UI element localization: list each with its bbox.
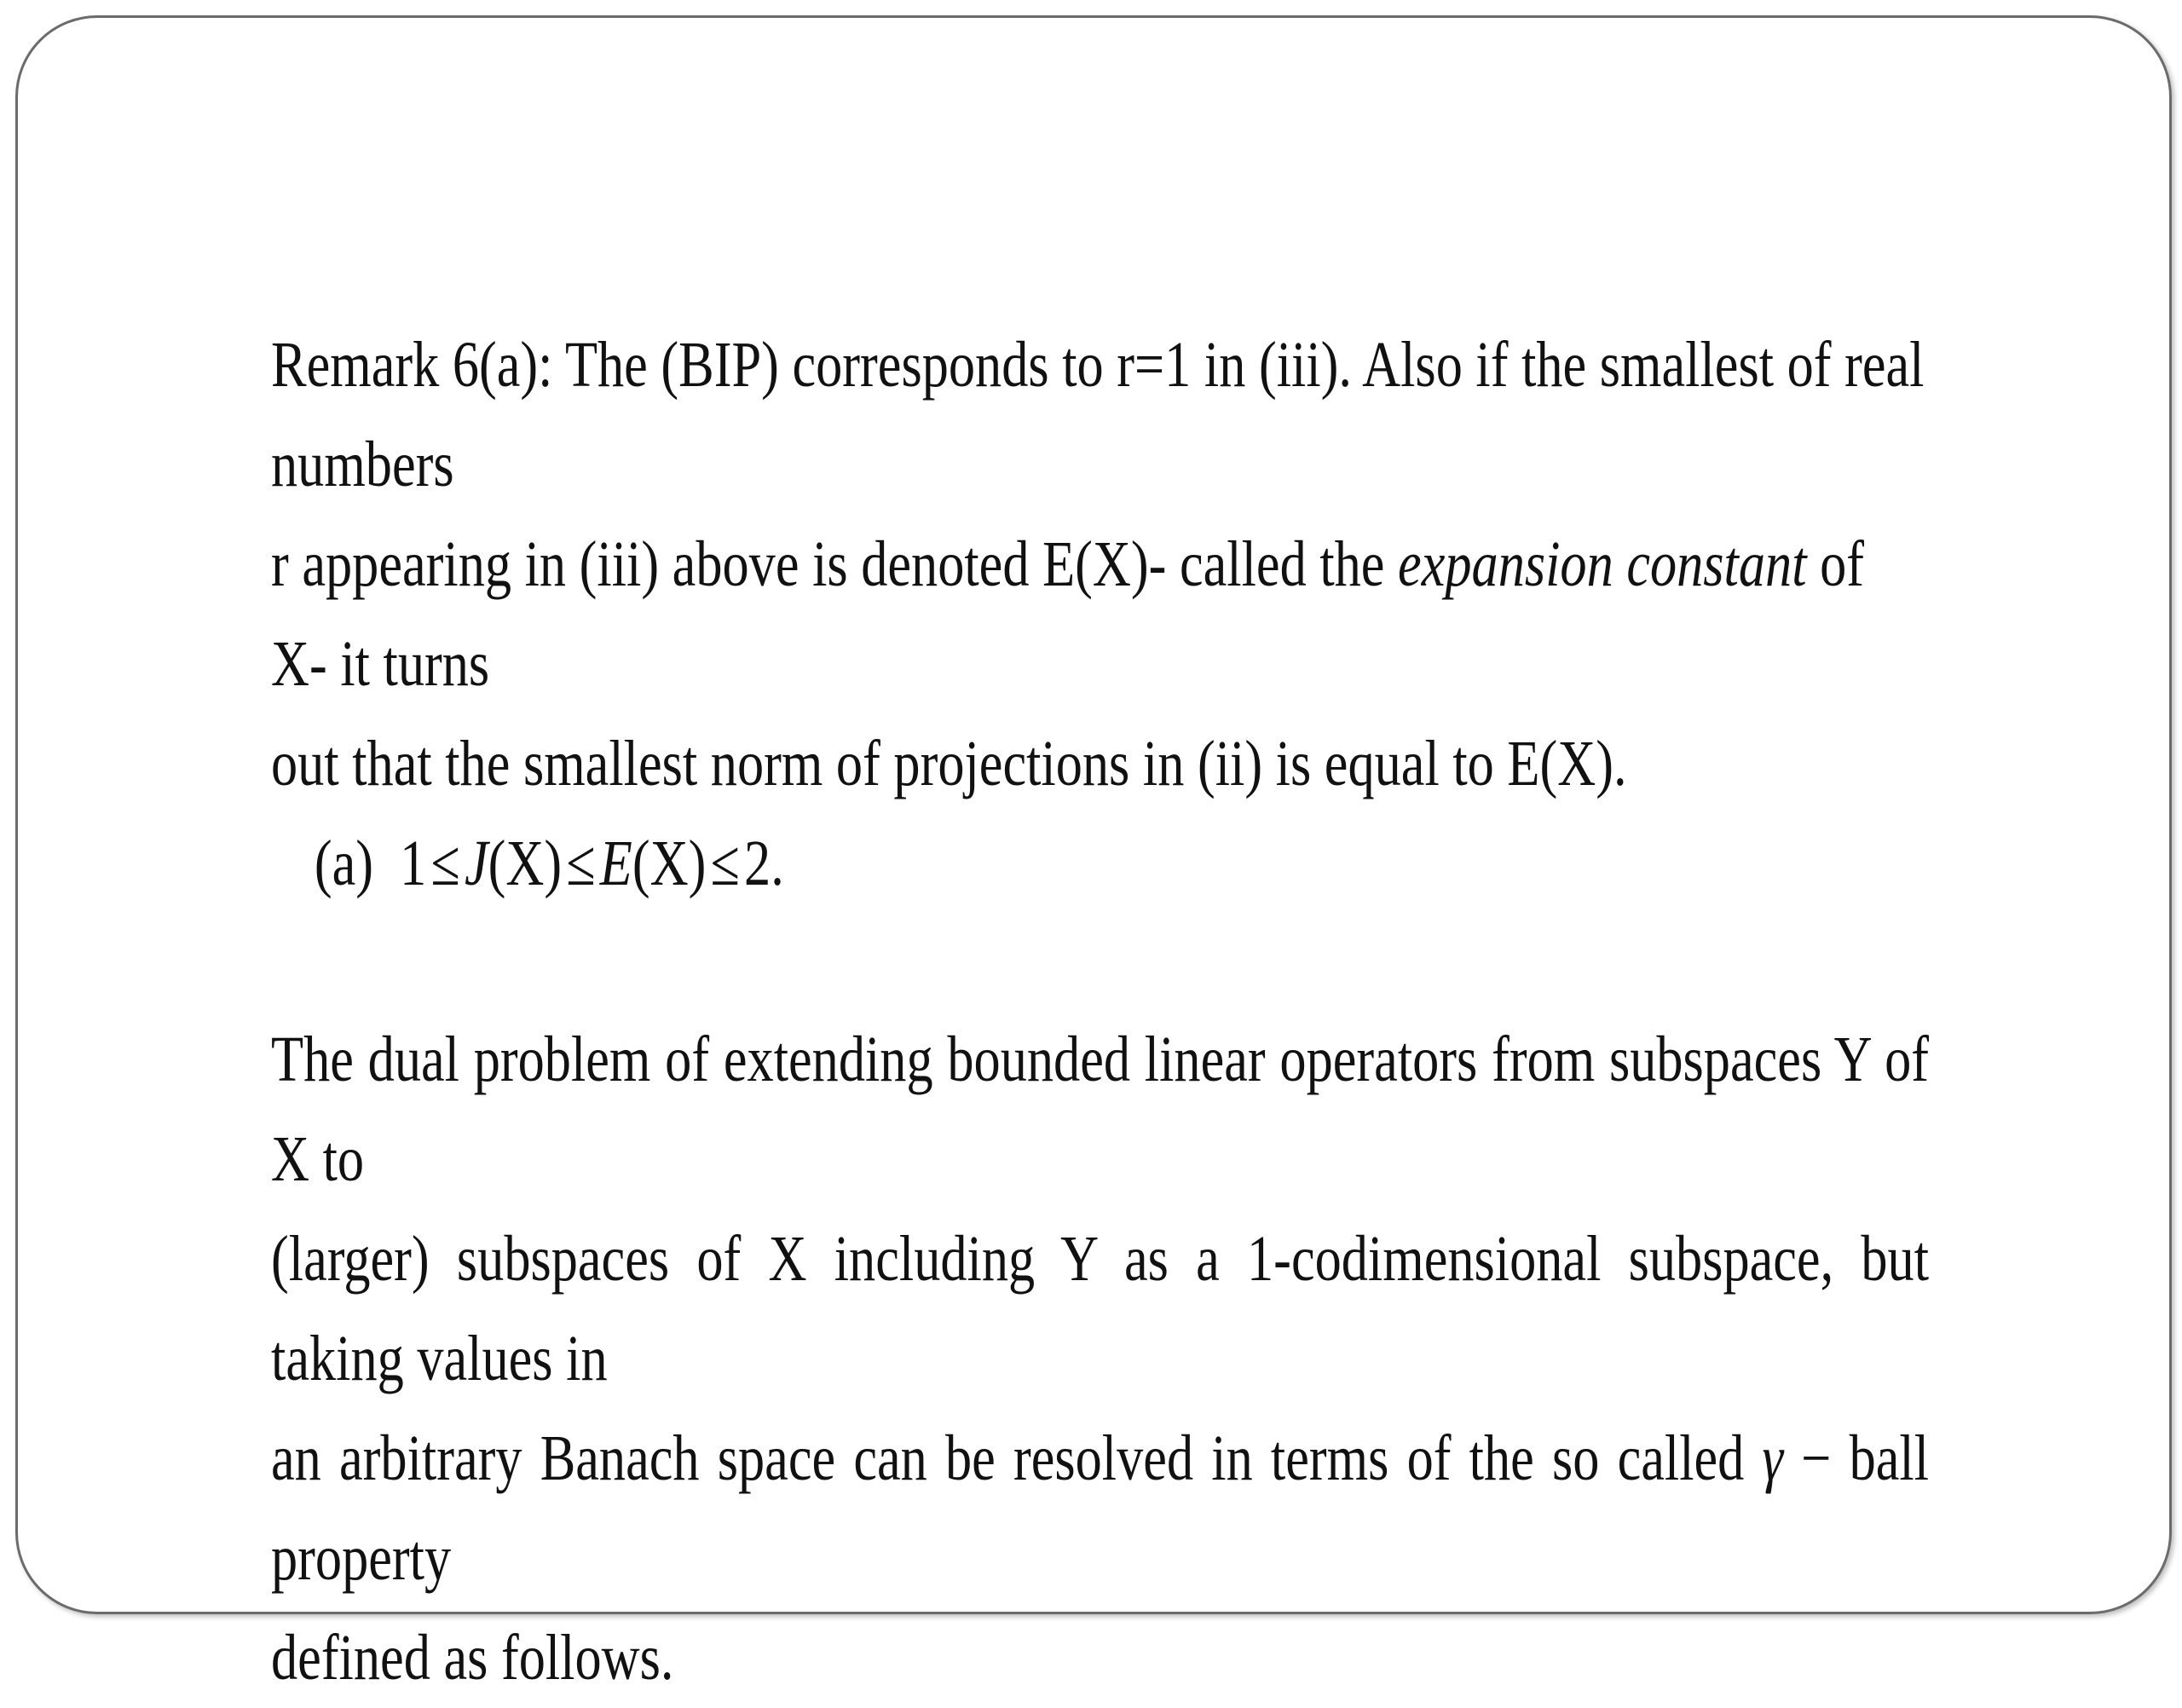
formula-one: 1 [400, 828, 427, 899]
slide-content [271, 315, 1929, 1708]
dual-line-3-end: − ball property [271, 1422, 1930, 1594]
expansion-constant-term: expansion constant [1398, 528, 1807, 600]
dual-line-3 [271, 1409, 1929, 1608]
remark-line-2-end: of X- it turns [271, 528, 1865, 700]
formula-e-arg: (X) [632, 828, 707, 899]
remark-paragraph [271, 315, 1929, 814]
inequality-formula [271, 814, 1631, 914]
formula-label: (a) [314, 828, 374, 899]
remark-line-1: Remark 6(a): The (BIP) corresponds to r=1 in (iii). Also if the smallest of real numbers [271, 329, 1925, 500]
formula-leq-3: ≤ [710, 828, 740, 899]
dual-paragraph [271, 1010, 1929, 1708]
formula-leq-2: ≤ [566, 828, 596, 899]
remark-line-2-start: r appearing in (iii) above is denoted E(X)- called the [271, 528, 1399, 600]
dual-line-4: defined as follows. [271, 1622, 674, 1694]
formula-leq-1: ≤ [430, 828, 460, 899]
remark-line-2 [271, 515, 1929, 714]
remark-line-3: out that the smallest norm of projections in (ii) is equal to E(X). [271, 728, 1627, 799]
gamma-symbol: γ [1762, 1422, 1784, 1494]
dual-line-1: The dual problem of extending bounded linear operators from subspaces Y of X to [271, 1024, 1930, 1195]
dual-line-2: (larger) subspaces of X including Y as a 1-codimensional subspace, but taking values in [271, 1223, 1930, 1394]
formula-j: J [464, 828, 488, 899]
formula-j-arg: (X) [488, 828, 563, 899]
dual-line-3-start: an arbitrary Banach space can be resolved in terms of the so called [271, 1422, 1763, 1494]
formula-e: E [599, 828, 632, 899]
formula-two: 2. [744, 828, 784, 899]
